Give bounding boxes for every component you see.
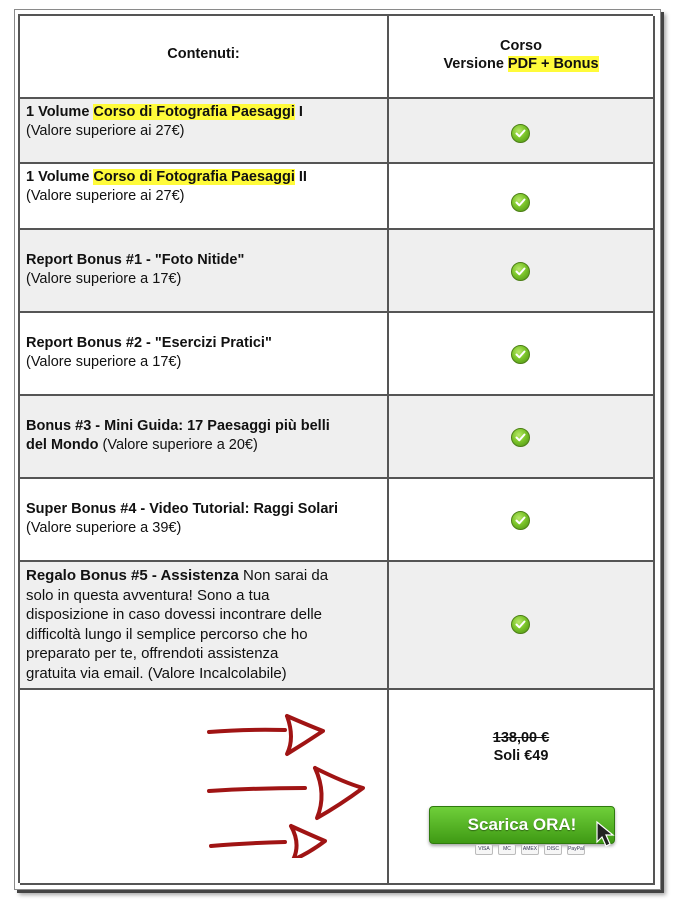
- check-icon: [511, 428, 530, 447]
- table-row: [20, 313, 655, 396]
- check-icon: [511, 124, 530, 143]
- table-row: [20, 396, 655, 479]
- row-1-text: 1 Volume Corso di Fotografia Paesaggi I (Valore superiore ai 27€): [26, 104, 303, 139]
- check-icon: [511, 615, 530, 634]
- table-row: [20, 562, 655, 690]
- new-price: Soli €49: [493, 748, 549, 764]
- check-icon: [511, 345, 530, 364]
- arrows-icon: [205, 708, 375, 858]
- header-version: Versione PDF + Bonus: [443, 56, 599, 72]
- comparison-table: [18, 14, 653, 883]
- table-row: [20, 99, 655, 164]
- row-6-text: Super Bonus #4 - Video Tutorial: Raggi Solari (Valore superiore a 39€): [26, 501, 339, 536]
- download-now-button[interactable]: Scarica ORA!: [429, 806, 615, 844]
- table-row: [20, 164, 655, 230]
- old-price: 138,00 €: [492, 730, 550, 746]
- header-course: Corso: [500, 38, 542, 54]
- check-icon: [511, 262, 530, 281]
- header-contents: Contenuti:: [167, 46, 240, 62]
- discover-icon: DISC: [544, 844, 562, 855]
- amex-icon: AMEX: [521, 844, 539, 855]
- row-5-text: Bonus #3 - Mini Guida: 17 Paesaggi più belli del Mondo (Valore superiore a 20€): [26, 418, 330, 453]
- check-icon: [511, 193, 530, 212]
- row-2-text: 1 Volume Corso di Fotografia Paesaggi II (Valore superiore ai 27€): [26, 169, 307, 204]
- price-row: [20, 690, 655, 885]
- cursor-icon: [595, 820, 617, 848]
- table-header: [20, 16, 655, 99]
- payment-icons: [475, 844, 585, 854]
- row-3-text: Report Bonus #1 - "Foto Nitide" (Valore superiore a 17€): [26, 252, 245, 287]
- row-7-text: Regalo Bonus #5 - Assistenza Non sarai da solo in questa avventura! Sono a tua disposizione in caso dovessi incontrare delle difficoltà lungo il semplice percorso che ho preparato per te, offrendoti assistenza gratuita via email. (Valore Incalcolabile): [26, 567, 329, 682]
- table-row: [20, 230, 655, 313]
- row-4-text: Report Bonus #2 - "Esercizi Pratici" (Valore superiore a 17€): [26, 335, 272, 370]
- highlight-pdf-bonus: PDF + Bonus: [507, 56, 599, 72]
- check-icon: [511, 511, 530, 530]
- table-row: [20, 479, 655, 562]
- visa-icon: VISA: [475, 844, 493, 855]
- mastercard-icon: MC: [498, 844, 516, 855]
- paypal-icon: PayPal: [567, 844, 585, 855]
